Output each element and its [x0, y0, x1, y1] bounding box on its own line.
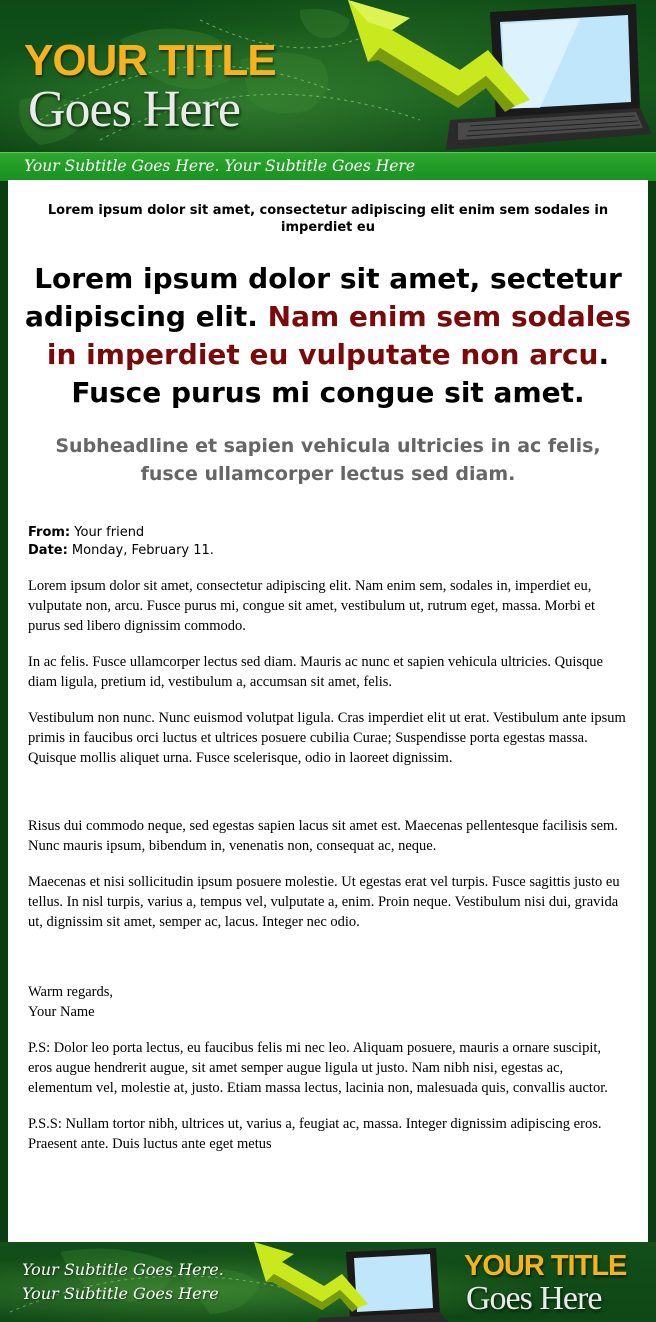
footer-title-line2: Goes Here [466, 1280, 602, 1317]
content-panel [8, 180, 648, 1242]
headline-part1: Lorem ipsum dolor sit amet, sectetur adipiscing elit. [24, 262, 622, 333]
date-value: Monday, February 11. [67, 543, 214, 558]
laptop-arrow-graphic [340, 0, 656, 152]
from-value: Your friend [70, 525, 145, 540]
header-title-line2: Goes Here [28, 81, 240, 138]
footer-subtitle-line1: Your Subtitle Goes Here. [22, 1260, 224, 1279]
from-line [28, 524, 628, 542]
headline-highlight: Nam enim sem sodales in imperdiet eu vulputate non arcu [46, 300, 632, 371]
footer-title-line1: YOUR TITLE [464, 1250, 627, 1282]
signature-name: Your Name [28, 1004, 95, 1020]
header-title-line1: YOUR TITLE [24, 36, 276, 85]
date-line [28, 542, 628, 560]
from-label: From: [28, 525, 71, 540]
footer-laptop-arrow-graphic [250, 1242, 450, 1322]
header-banner [0, 0, 656, 152]
date-label: Date: [28, 543, 68, 558]
ps-paragraph: P.S: Dolor leo porta lectus, eu faucibus felis mi nec leo. Aliquam posuere, mauris a ornare suscipit, eros augue hendrerit augue, sit amet semper augue ligula ut justo. Nam nibh nisi, egestas ac, elementum vel, molestie at, justo. Etiam massa lectus, lacinia non, malesuada quis, convallis auctor. [28, 1040, 608, 1096]
header-subtitle-bar [0, 152, 656, 181]
footer-banner [0, 1242, 656, 1322]
intro-text: Lorem ipsum dolor sit amet, consectetur adipiscing elit enim sem sodales in imperdiet eu [47, 203, 609, 235]
body-paragraph-4: Risus dui commodo neque, sed egestas sapien lacus sit amet est. Maecenas pellentesque facilisis sem. Nunc mauris ipsum, bibendum in, venenatis non, consequat ac, neque. [28, 818, 618, 854]
footer-subtitle-line2: Your Subtitle Goes Here [22, 1284, 219, 1303]
regards-text: Warm regards, [28, 984, 113, 1000]
letter-body [28, 576, 628, 1154]
headline-part2: . Fusce purus mi congue sit amet. [71, 338, 610, 409]
letter-meta [28, 524, 628, 560]
body-paragraph-1: Lorem ipsum dolor sit amet, consectetur adipiscing elit. Nam enim sem, sodales in, imperdiet eu, vulputate non, arcu. Fusce purus mi, congue sit amet, vestibulum ut, rutrum eget, massa. Morbi et purus sed libero dignissim commodo. [28, 578, 596, 634]
body-paragraph-2: In ac felis. Fusce ullamcorper lectus sed diam. Mauris ac nunc et sapien vehicula ultricies. Quisque diam ligula, pretium id, vestibulum a, accumsan sit amet, felis. [28, 654, 603, 690]
header-subtitle: Your Subtitle Goes Here. Your Subtitle Goes Here [24, 157, 415, 175]
subheadline: Subheadline et sapien vehicula ultricies in ac felis, fusce ullamcorper lectus sed diam. [55, 435, 601, 485]
body-paragraph-5: Maecenas et nisi sollicitudin ipsum posuere molestie. Ut egestas erat vel turpis. Fusce sagittis justo eu tellus. In nisl turpis, varius a, tempus vel, vulputate a, enim. Proin neque. Vestibulum nisi dui, gravida ut, dignissim sit amet, semper ac, lacus. Integer nec odio. [28, 874, 620, 930]
main-headline [22, 260, 634, 412]
pss-paragraph: P.S.S: Nullam tortor nibh, ultrices ut, varius a, feugiat ac, massa. Integer dignissim adipiscing eros. Praesent ante. Duis luctus ante eget metus [28, 1116, 602, 1152]
body-paragraph-3: Vestibulum non nunc. Nunc euismod volutpat ligula. Cras imperdiet elit ut erat. Vestibulum ante ipsum primis in faucibus orci luctus et ultrices posuere cubilia Curae; Suspendisse porta egestas massa. Quisque mollis aliquet urna. Fusce scelerisque, odio in laoreet dignissim. [28, 710, 626, 766]
signoff [28, 982, 628, 1022]
